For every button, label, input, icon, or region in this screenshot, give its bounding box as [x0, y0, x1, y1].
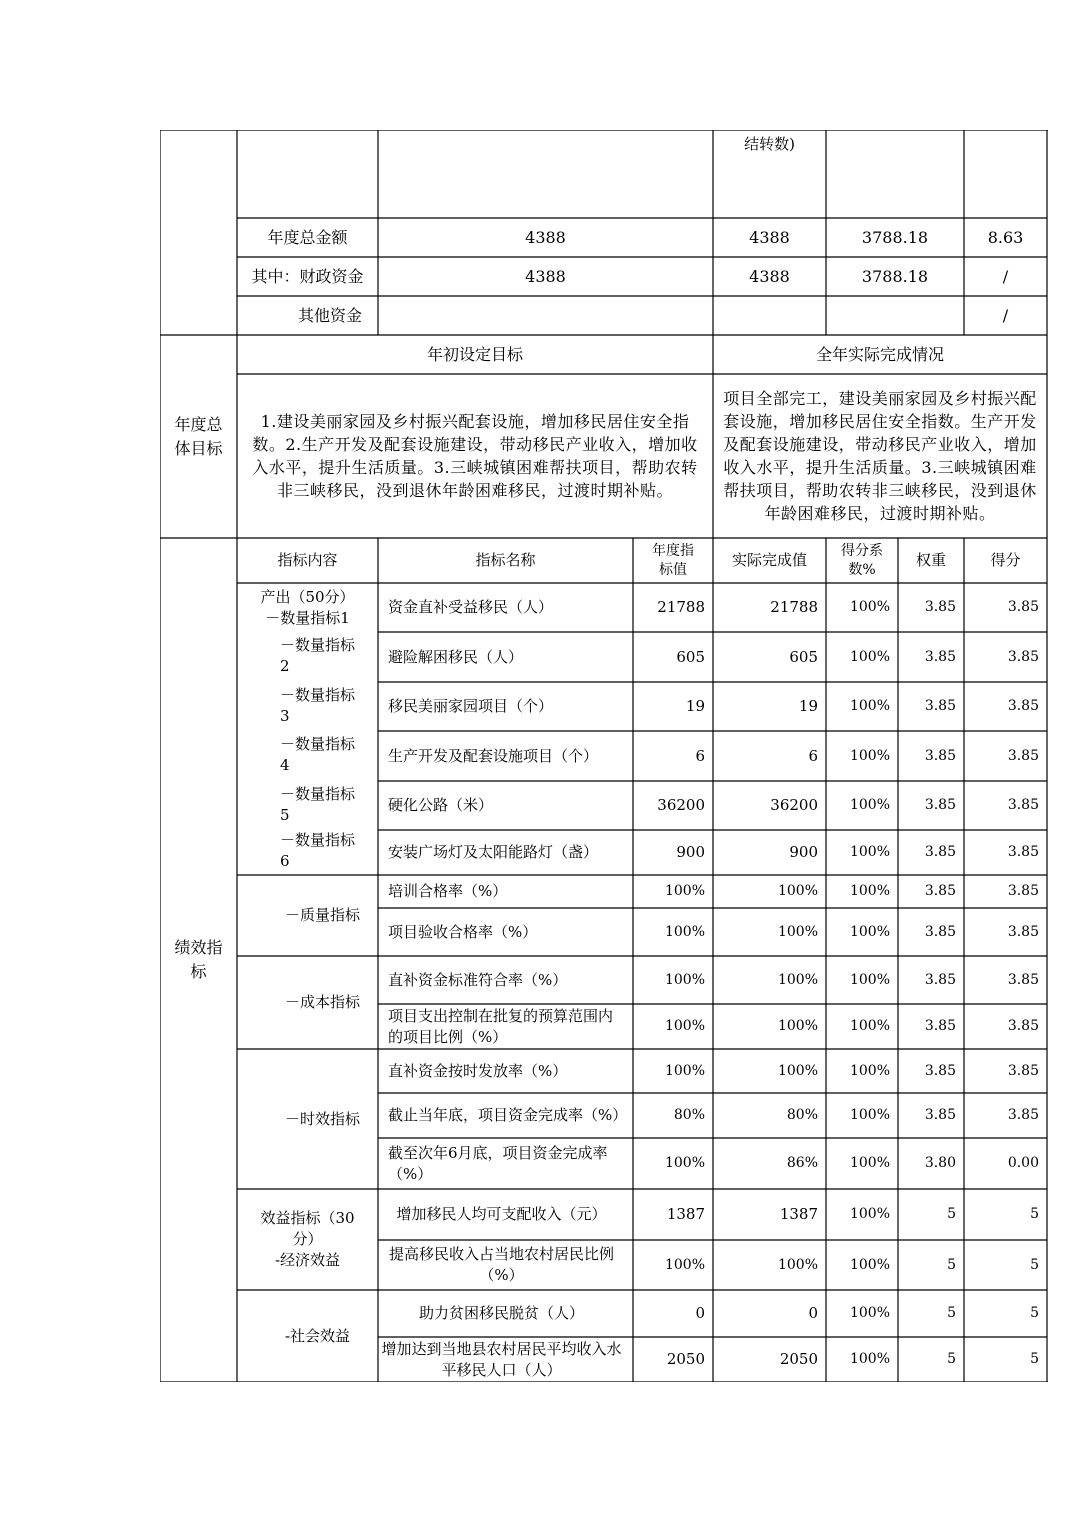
indicator-score: 3.85 — [1007, 648, 1039, 665]
indicator-coef: 100% — [849, 599, 890, 615]
indicator-name: 生产开发及配套设施项目（个） — [388, 746, 599, 765]
funds-adjusted — [713, 296, 826, 335]
indicator-name: 增加达到当地县农村居民平均收入水平移民人口（人） — [381, 1339, 622, 1379]
indicator-actual: 100% — [777, 923, 818, 940]
indicator-actual: 19 — [798, 697, 818, 715]
category-label-text: －数量指标 6 — [280, 831, 356, 870]
indicator-weight: 3.85 — [924, 883, 956, 899]
indicator-score: 5 — [1030, 1305, 1039, 1321]
indicator-weight: 3.85 — [924, 648, 956, 665]
indicator-actual: 2050 — [779, 1350, 818, 1368]
goals-set-text: 1.建设美丽家园及乡村振兴配套设施，增加移民居住安全指数。2.生产开发及配套设施建设，带动移民产业收入，增加收入水平，提升生活质量。3.三峡城镇困难帮扶项目，帮助农转非三峡移民，没到退休年龄困难移民，过渡时期补贴。 — [252, 412, 698, 500]
indicator-coef: 100% — [849, 1062, 890, 1079]
indicator-score: 3.85 — [1007, 844, 1039, 860]
indicator-coef: 100% — [849, 1155, 890, 1171]
goals-actual-text: 项目全部完工，建设美丽家园及乡村振兴配套设施，增加移民居住安全指数。生产开发及配套设施建设，带动移民产业收入，增加收入水平，提升生活质量。3.三峡城镇困难帮扶项目，帮助农转非三峡移民，没到退休年龄困难移民，过渡时期补贴。 — [723, 389, 1037, 523]
category-label — [237, 731, 378, 781]
header-coef: 得分系 数% — [841, 542, 883, 578]
indicator-score: 3.85 — [1007, 747, 1039, 764]
indicator-score: 3.85 — [1007, 797, 1039, 813]
indicator-score: 3.85 — [1007, 883, 1039, 899]
indicator-target: 6 — [695, 746, 705, 765]
indicator-name: 硬化公路（米） — [388, 796, 494, 814]
indicator-name: 直补资金按时发放率（%） — [388, 1061, 568, 1080]
indicator-weight: 3.85 — [924, 1018, 956, 1034]
goals-set-header: 年初设定目标 — [426, 345, 523, 364]
indicator-name: 增加移民人均可支配收入（元） — [396, 1205, 607, 1223]
funds-row-label: 其他资金 — [297, 306, 362, 325]
indicator-weight: 3.85 — [924, 1107, 956, 1123]
indicator-score: 3.85 — [1007, 698, 1039, 714]
indicator-coef: 100% — [849, 698, 890, 714]
indicator-target: 605 — [676, 647, 705, 666]
indicator-coef: 100% — [849, 1107, 890, 1123]
indicator-target: 1387 — [666, 1205, 705, 1223]
indicator-actual: 0 — [808, 1304, 818, 1322]
indicator-score: 3.85 — [1007, 1018, 1039, 1034]
indicator-coef: 100% — [849, 1206, 890, 1222]
funds-executed: 3788.18 — [861, 228, 929, 247]
indicator-target: 19 — [685, 697, 705, 715]
indicator-target: 100% — [664, 1018, 705, 1034]
header-actual: 实际完成值 — [731, 551, 807, 569]
indicator-actual: 1387 — [779, 1205, 818, 1223]
category-label — [237, 632, 378, 682]
indicator-name: 直补资金标准符合率（%） — [388, 970, 568, 989]
indicator-actual: 100% — [777, 883, 818, 899]
indicator-name: 助力贫困移民脱贫（人） — [418, 1304, 584, 1322]
indicator-coef: 100% — [849, 1351, 890, 1367]
indicator-name: 培训合格率（%） — [388, 882, 508, 900]
header-target: 年度指 标值 — [652, 542, 694, 578]
funds-row-label: 年度总金额 — [267, 228, 348, 247]
indicator-coef: 100% — [849, 747, 890, 764]
indicator-score: 5 — [1030, 1206, 1039, 1222]
category-label-text: －数量指标 5 — [280, 785, 356, 824]
indicator-target: 2050 — [666, 1350, 705, 1368]
indicator-coef: 100% — [849, 971, 890, 988]
funds-score: / — [1002, 306, 1009, 325]
header-score: 得分 — [990, 551, 1021, 569]
indicator-score: 3.85 — [1007, 599, 1039, 615]
indicator-weight: 5 — [947, 1256, 956, 1273]
indicator-weight: 3.85 — [924, 599, 956, 615]
goals-section-label: 年度总 体目标 — [174, 414, 223, 458]
funds-adjusted: 4388 — [749, 228, 790, 247]
category-label-text: －数量指标 4 — [280, 735, 356, 774]
indicator-name: 安装广场灯及太阳能路灯（盏） — [388, 843, 599, 861]
indicator-weight: 5 — [947, 1206, 956, 1222]
indicator-target: 100% — [664, 1155, 705, 1171]
indicator-target: 900 — [676, 843, 705, 861]
indicator-weight: 5 — [947, 1351, 956, 1367]
indicator-score: 3.85 — [1007, 971, 1039, 988]
indicator-name: 项目验收合格率（%） — [388, 922, 538, 941]
indicator-name: 避险解困移民（人） — [388, 647, 524, 666]
indicator-actual: 36200 — [770, 796, 818, 814]
indicator-target: 36200 — [657, 796, 705, 814]
indicator-name: 资金直补受益移民（人） — [388, 598, 554, 616]
indicator-score: 5 — [1030, 1351, 1039, 1367]
indicator-actual: 900 — [789, 843, 818, 861]
funds-executed — [826, 296, 964, 335]
header-content: 指标内容 — [277, 551, 338, 569]
category-label — [237, 830, 378, 875]
indicator-target: 21788 — [657, 598, 705, 616]
indicator-actual: 100% — [777, 1018, 818, 1034]
indicator-target: 100% — [664, 923, 705, 940]
indicator-actual: 605 — [789, 647, 818, 666]
category-label: －时效指标 — [284, 1109, 360, 1128]
indicator-weight: 3.85 — [924, 797, 956, 813]
category-label: 效益指标（30 分） -经济效益 — [260, 1209, 355, 1269]
indicator-name: 截止当年底，项目资金完成率（%） — [388, 1106, 628, 1124]
indicator-actual: 86% — [786, 1155, 818, 1171]
category-label-text: －数量指标 2 — [280, 636, 356, 675]
indicator-coef: 100% — [849, 923, 890, 940]
indicator-coef: 100% — [849, 648, 890, 665]
funds-initial: 4388 — [525, 228, 566, 247]
indicator-score: 3.85 — [1007, 923, 1039, 940]
funds-row-label: 其中：财政资金 — [251, 267, 364, 286]
indicator-target: 100% — [664, 971, 705, 988]
indicator-actual: 100% — [777, 971, 818, 988]
goals-actual-header: 全年实际完成情况 — [815, 345, 944, 364]
indicator-actual: 21788 — [770, 598, 818, 616]
indicator-coef: 100% — [849, 1256, 890, 1273]
indicator-weight: 3.80 — [924, 1155, 956, 1171]
performance-table — [160, 130, 1048, 1382]
indicator-weight: 3.85 — [924, 698, 956, 714]
indicator-target: 100% — [664, 883, 705, 899]
funds-executed: 3788.18 — [861, 267, 929, 286]
indicator-coef: 100% — [849, 1305, 890, 1321]
performance-section-label: 绩效指 标 — [174, 938, 223, 981]
indicator-coef: 100% — [849, 844, 890, 860]
indicator-score: 5 — [1030, 1256, 1039, 1273]
funds-adjusted: 4388 — [749, 267, 790, 286]
category-label-text: －数量指标 3 — [280, 686, 356, 725]
indicator-actual: 100% — [777, 1062, 818, 1079]
indicator-name: 提高移民收入占当地农村居民比例（%） — [388, 1245, 614, 1284]
indicator-target: 80% — [673, 1107, 705, 1123]
indicator-weight: 3.85 — [924, 747, 956, 764]
indicator-score: 0.00 — [1007, 1155, 1039, 1171]
indicator-weight: 5 — [947, 1305, 956, 1321]
indicator-actual: 80% — [786, 1107, 818, 1123]
indicator-name: 移民美丽家园项目（个） — [388, 697, 554, 715]
indicator-target: 0 — [695, 1304, 705, 1322]
indicator-weight: 3.85 — [924, 1062, 956, 1079]
indicator-score: 3.85 — [1007, 1062, 1039, 1079]
indicator-name: 截至次年6月底，项目资金完成率（%） — [388, 1143, 608, 1183]
carry-over-label: 结转数) — [744, 134, 795, 153]
indicator-coef: 100% — [849, 883, 890, 899]
header-weight: 权重 — [915, 551, 946, 569]
indicator-weight: 3.85 — [924, 844, 956, 860]
header-name: 指标名称 — [475, 551, 536, 569]
category-label: -社会效益 — [284, 1326, 351, 1345]
funds-score: / — [1002, 267, 1009, 286]
category-label: －质量指标 — [284, 906, 360, 924]
indicator-coef: 100% — [849, 1018, 890, 1034]
indicator-target: 100% — [664, 1256, 705, 1273]
indicator-score: 3.85 — [1007, 1107, 1039, 1123]
funds-score: 8.63 — [987, 228, 1024, 247]
indicator-name: 项目支出控制在批复的预算范围内的项目比例（%） — [388, 1006, 614, 1046]
category-label — [237, 682, 378, 731]
funds-initial — [378, 296, 713, 335]
category-label: 产出（50分） －数量指标1 — [260, 587, 355, 627]
indicator-target: 100% — [664, 1062, 705, 1079]
funds-initial: 4388 — [525, 267, 566, 286]
indicator-weight: 3.85 — [924, 971, 956, 988]
category-label: －成本指标 — [284, 993, 360, 1011]
indicator-weight: 3.85 — [924, 923, 956, 940]
indicator-actual: 6 — [808, 746, 818, 765]
indicator-coef: 100% — [849, 797, 890, 813]
category-label — [237, 781, 378, 830]
indicator-actual: 100% — [777, 1256, 818, 1273]
